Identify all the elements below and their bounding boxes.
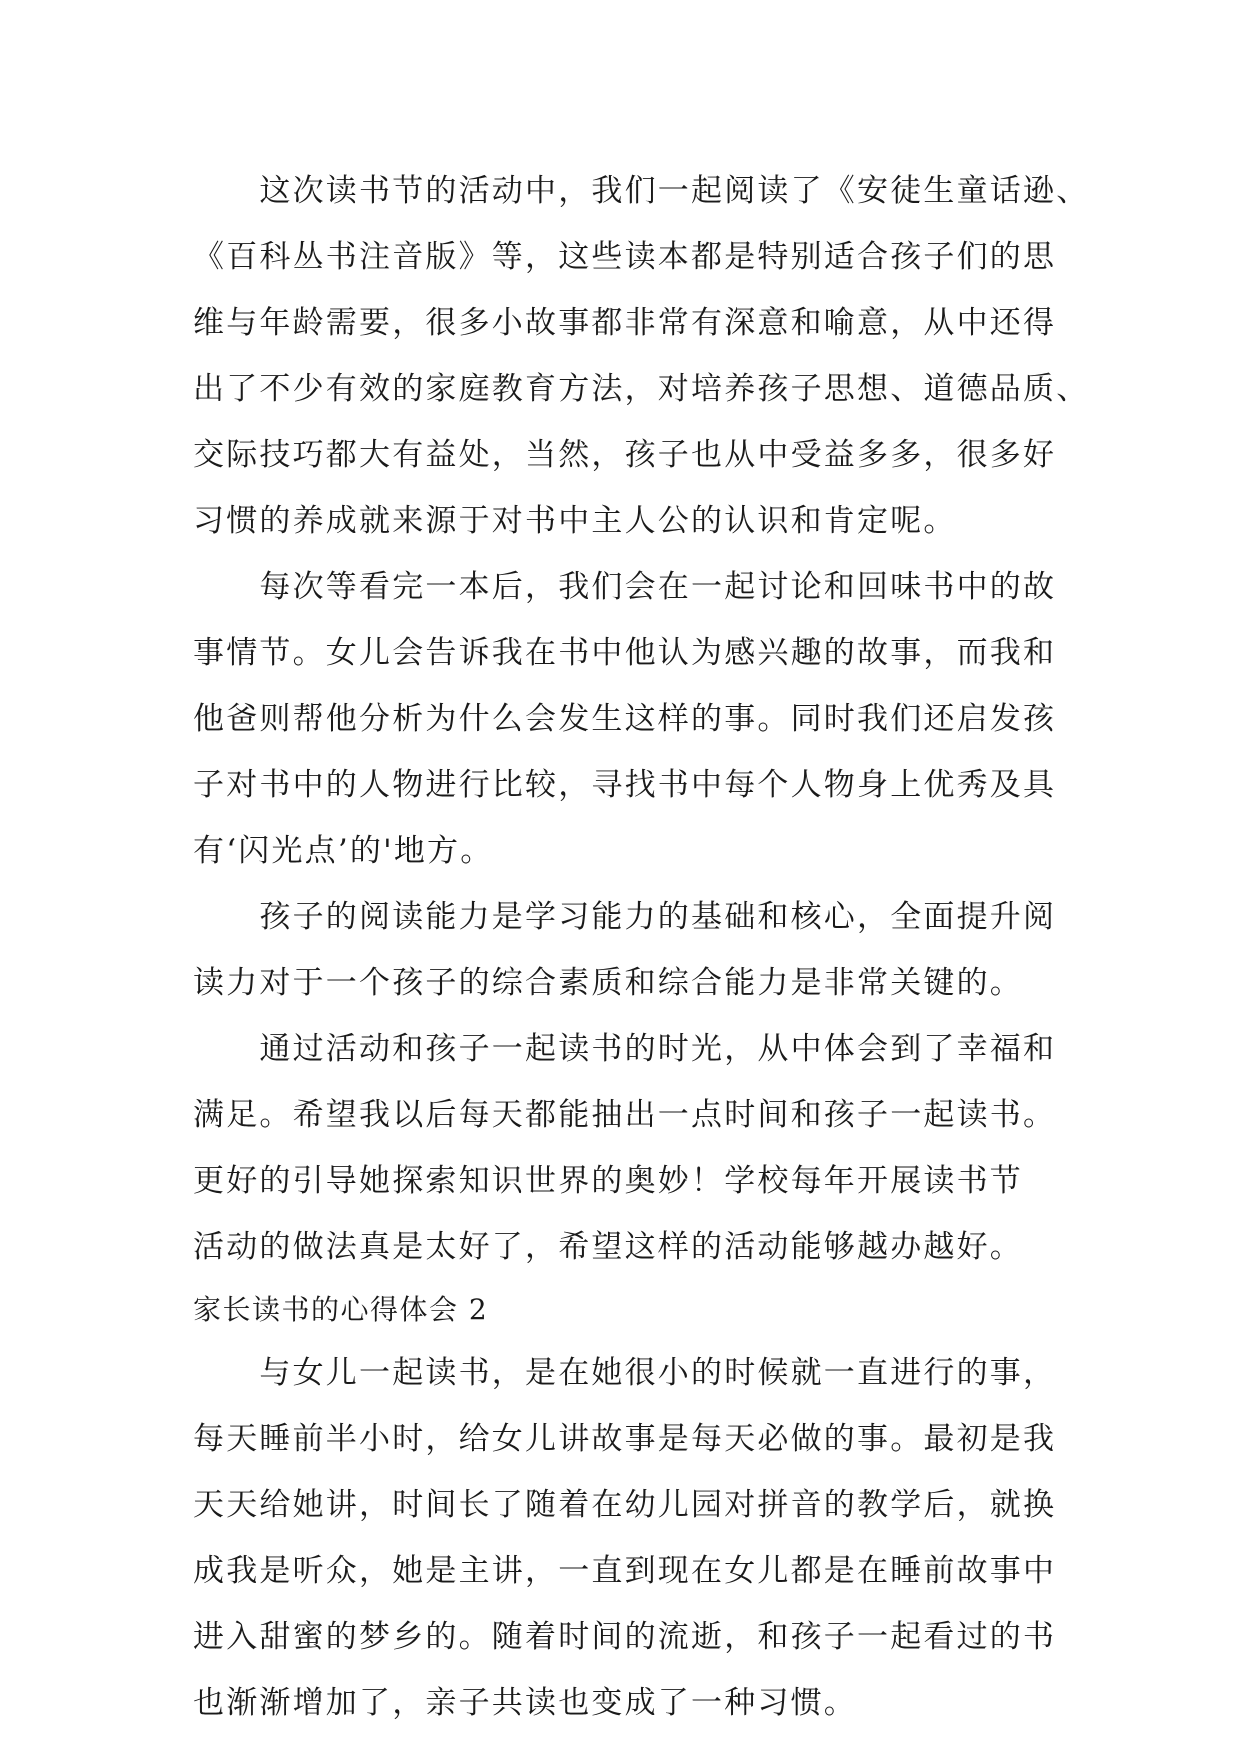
text-line: 天天给她讲，时间长了随着在幼儿园对拼音的教学后，就换 [193, 1487, 1057, 1523]
text-line: 满足。希望我以后每天都能抽出一点时间和孩子一起读书。 [193, 1097, 1057, 1133]
paragraph [193, 158, 1090, 554]
text-line: 这次读书节的活动中，我们一起阅读了《安徒生童话逊、 [193, 173, 1090, 209]
text-line: 更好的引导她探索知识世界的奥妙！学校每年开展读书节 [193, 1163, 1023, 1199]
text-line: 习惯的养成就来源于对书中主人公的认识和肯定呢。 [193, 503, 957, 539]
text-line: 也渐渐增加了，亲子共读也变成了一种习惯。 [193, 1685, 857, 1721]
text-line: 交际技巧都大有益处，当然，孩子也从中受益多多，很多好 [193, 437, 1057, 473]
text-line: 与女儿一起读书，是在她很小的时候就一直进行的事， [193, 1355, 1057, 1391]
text-line: 成我是听众，她是主讲，一直到现在女儿都是在睡前故事中 [193, 1553, 1057, 1589]
paragraph [193, 554, 1057, 884]
paragraph [193, 884, 1057, 1016]
text-line: 出了不少有效的家庭教育方法，对培养孩子思想、道德品质、 [193, 371, 1090, 407]
paragraph [193, 1016, 1057, 1280]
text-line: 子对书中的人物进行比较，寻找书中每个人物身上优秀及具 [193, 767, 1057, 803]
text-line: 孩子的阅读能力是学习能力的基础和核心，全面提升阅 [193, 899, 1057, 935]
text-line: 维与年龄需要，很多小故事都非常有深意和喻意，从中还得 [193, 305, 1057, 341]
text-line: 每次等看完一本后，我们会在一起讨论和回味书中的故 [193, 569, 1057, 605]
text-line: 事情节。女儿会告诉我在书中他认为感兴趣的故事，而我和 [193, 635, 1057, 671]
text-line: 他爸则帮他分析为什么会发生这样的事。同时我们还启发孩 [193, 701, 1057, 737]
text-line: 读力对于一个孩子的综合素质和综合能力是非常关键的。 [193, 965, 1023, 1001]
text-line: 每天睡前半小时，给女儿讲故事是每天必做的事。最初是我 [193, 1421, 1057, 1457]
text-line: 活动的做法真是太好了，希望这样的活动能够越办越好。 [193, 1229, 1023, 1265]
document-body [193, 158, 1090, 1736]
text-line: 有‘闪光点’的'地方。 [193, 833, 494, 869]
text-line: 进入甜蜜的梦乡的。随着时间的流逝，和孩子一起看过的书 [193, 1619, 1057, 1655]
text-line: 通过活动和孩子一起读书的时光，从中体会到了幸福和 [193, 1031, 1057, 1067]
section-title: 家长读书的心得体会 2 [193, 1293, 489, 1326]
paragraph [193, 1340, 1057, 1736]
text-line: 《百科丛书注音版》等，这些读本都是特别适合孩子们的思 [193, 239, 1057, 275]
